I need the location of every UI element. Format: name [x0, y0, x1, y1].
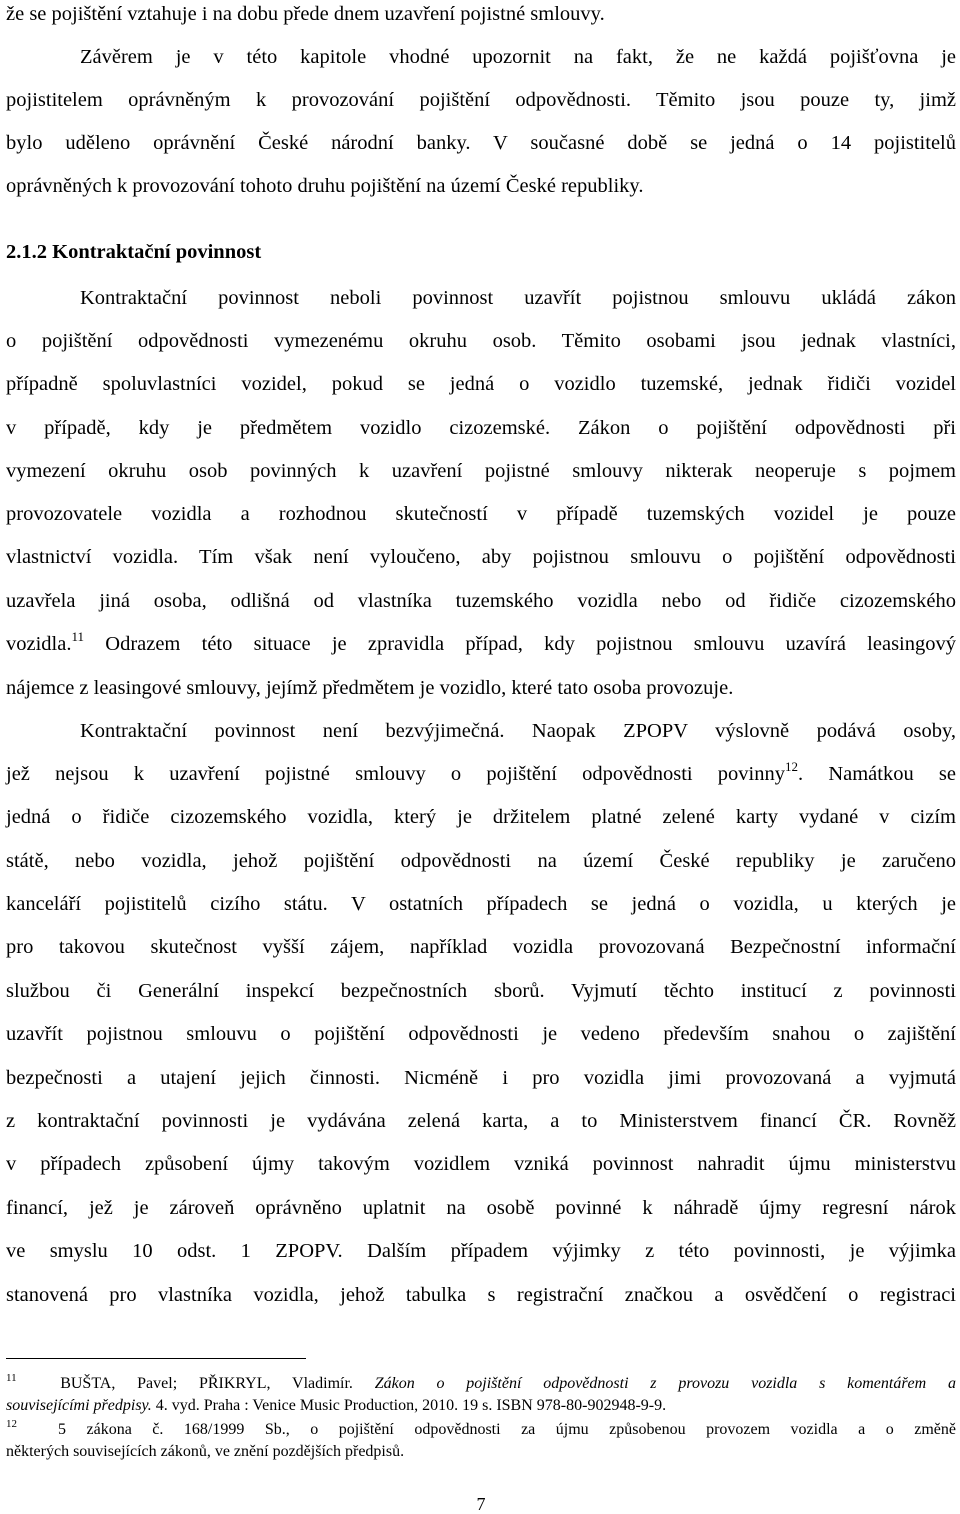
- body-text-segment: . Namátkou se: [798, 763, 956, 785]
- body-text-line: státě, nebo vozidla, jehož pojištění odpovědnosti na území České republiky je zaručeno: [6, 850, 956, 872]
- body-text-line: vlastnictví vozidla. Tím však není vyloučeno, aby pojistnou smlouvu o pojištění odpovědnosti: [6, 546, 956, 568]
- body-text-line: že se pojištění vztahuje i na dobu přede dnem uzavření pojistné smlouvy.: [6, 3, 605, 25]
- body-text-line: Kontraktační povinnost není bezvýjimečná. Naopak ZPOPV výslovně podává osoby,: [80, 720, 956, 742]
- body-text-line: Kontraktační povinnost neboli povinnost uzavřít pojistnou smlouvu ukládá zákon: [80, 287, 956, 309]
- body-text-line: financí, jež je zároveň oprávněno uplatnit na osobě povinné k náhradě újmy regresní nárok: [6, 1197, 956, 1219]
- body-text-line: bylo uděleno oprávnění České národní banky. V současné době se jedná o 14 pojistitelů: [6, 132, 956, 154]
- body-text-line: službou či Generální inspekcí bezpečnostních sborů. Vyjmutí těchto institucí z povinnosti: [6, 980, 956, 1002]
- footnote-separator: [6, 1358, 306, 1359]
- footnote-text: 4. vyd. Praha : Venice Music Production, 2010. 19 s. ISBN 978-80-902948-9-9.: [151, 1397, 667, 1414]
- footnote-11: [6, 1374, 956, 1394]
- footnote-ref-12[interactable]: 12: [785, 759, 799, 774]
- body-text-line: pojistitelem oprávněným k provozování pojištění odpovědnosti. Těmito jsou pouze ty, jimž: [6, 89, 956, 111]
- body-text-line: [6, 759, 956, 786]
- body-text-segment: Odrazem této situace je zpravidla případ, kdy pojistnou smlouvu uzavírá leasingový: [84, 633, 956, 655]
- body-text-line: kanceláří pojistitelů cizího státu. V ostatních případech se jedná o vozidla, u kterých je: [6, 893, 956, 915]
- page-number: 7: [476, 1494, 486, 1514]
- footnote-ref-11[interactable]: 11: [71, 629, 84, 644]
- body-text-line: stanovená pro vlastníka vozidla, jehož tabulka s registrační značkou a osvědčení o registraci: [6, 1284, 956, 1306]
- body-text-line: provozovatele vozidla a rozhodnou skutečností v případě tuzemských vozidel je pouze: [6, 503, 956, 525]
- body-text-line: o pojištění odpovědnosti vymezenému okruhu osob. Těmito osobami jsou jednak vlastníci,: [6, 330, 956, 352]
- body-text-segment: vozidla.: [6, 633, 72, 655]
- body-text-line: uzavřít pojistnou smlouvu o pojištění odpovědnosti je vedeno především snahou o zajištění: [6, 1023, 956, 1045]
- body-text-line: z kontraktační povinnosti je vydávána zelená karta, a to Ministerstvem financí ČR. Rovněž: [6, 1110, 956, 1132]
- footnote-number: 11: [6, 1372, 17, 1384]
- body-text-segment: jež nejsou k uzavření pojistné smlouvy o pojištění odpovědnosti povinny: [6, 763, 786, 785]
- footnote-title: souvisejícími předpisy.: [6, 1397, 152, 1414]
- footnote-text: BUŠTA, Pavel; PŘIKRYL, Vladimír.: [60, 1375, 375, 1392]
- body-text-line: případně spoluvlastníci vozidel, pokud se jedná o vozidlo tuzemské, jednak řidiči vozidel: [6, 373, 956, 395]
- footnote-title: Zákon o pojištění odpovědnosti z provozu vozidla s komentářem a: [374, 1375, 957, 1392]
- body-text-line: [6, 629, 956, 656]
- body-text-line: ve smyslu 10 odst. 1 ZPOPV. Dalším případem výjimky z této povinnosti, je výjimka: [6, 1240, 956, 1262]
- body-text-line: v případech způsobení újmy takovým vozidlem vzniká povinnost nahradit újmu ministerstvu: [6, 1153, 956, 1175]
- body-text-line: nájemce z leasingové smlouvy, jejímž předmětem je vozidlo, které tato osoba provozuje.: [6, 677, 734, 699]
- body-text-line: jedná o řidiče cizozemského vozidla, který je držitelem platné zelené karty vydané v cizím: [6, 806, 956, 828]
- footnote-11-cont: [6, 1396, 956, 1416]
- footnote-text: 5 zákona č. 168/1999 Sb., o pojištění odpovědnosti za újmu způsobenou provozem vozidla a o změně: [58, 1421, 956, 1438]
- body-text-line: bezpečnosti a utajení jejich činnosti. Nicméně i pro vozidla jimi provozovaná a vyjmutá: [6, 1067, 956, 1089]
- body-text-line: vymezení okruhu osob povinných k uzavření pojistné smlouvy nikterak neoperuje s pojmem: [6, 460, 956, 482]
- footnote-number: 12: [6, 1418, 17, 1430]
- body-text-line: oprávněných k provozování tohoto druhu pojištění na území České republiky.: [6, 175, 644, 197]
- body-text-line: Závěrem je v této kapitole vhodné upozornit na fakt, že ne každá pojišťovna je: [80, 46, 956, 68]
- body-text-line: uzavřela jiná osoba, odlišná od vlastníka tuzemského vozidla nebo od řidiče cizozemského: [6, 590, 956, 612]
- section-heading: 2.1.2 Kontraktační povinnost: [6, 241, 262, 263]
- body-text-line: pro takovou skutečnost vyšší zájem, například vozidla provozovaná Bezpečnostní informační: [6, 936, 956, 958]
- body-text-line: v případě, kdy je předmětem vozidlo cizozemské. Zákon o pojištění odpovědnosti při: [6, 417, 956, 439]
- footnote-12-cont: některých souvisejících zákonů, ve znění pozdějších předpisů.: [6, 1443, 405, 1460]
- footnote-12: [6, 1420, 956, 1440]
